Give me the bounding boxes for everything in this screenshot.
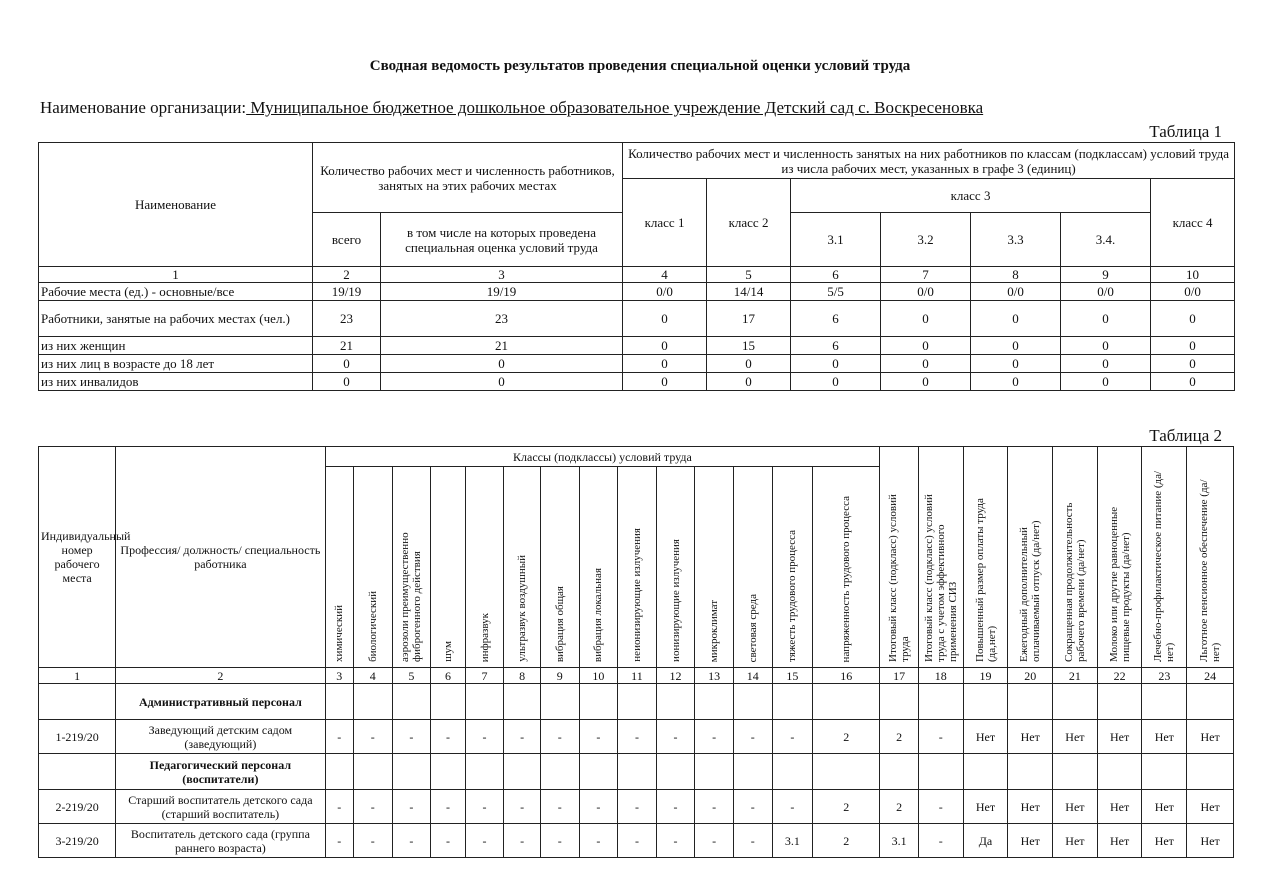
section-title: Педагогический персонал (воспитатели) (116, 754, 325, 790)
extra-header (1142, 447, 1187, 668)
factor-header-text: шум (441, 641, 454, 662)
section-empty-cell (618, 754, 657, 790)
cell-value: Нет (1097, 790, 1142, 824)
cell-value: 0 (971, 355, 1061, 373)
t2-col-number: 1 (39, 668, 116, 684)
extra-header (1008, 447, 1053, 668)
section-empty-cell (1142, 754, 1187, 790)
cell-value: - (392, 790, 431, 824)
table-row (39, 373, 1235, 391)
row-label: из них лиц в возрасте до 18 лет (39, 355, 313, 373)
cell-value: Нет (1097, 720, 1142, 754)
t1-header-class1: класс 1 (623, 179, 707, 267)
section-empty-cell (656, 684, 695, 720)
cell-value: - (540, 720, 579, 754)
cell-value: 0 (623, 301, 707, 337)
extra-header (1097, 447, 1142, 668)
cell-value: 6 (791, 337, 881, 355)
extra-header-text: Ежегодный дополнительный оплачиваемый отпуск (да/нет) (1018, 520, 1043, 662)
extra-header-text: Повышенный размер оплаты труда (да,нет) (973, 498, 998, 662)
table-row (39, 720, 1234, 754)
factor-header-text: аэрозоли преимущественно фиброгенного действия (399, 532, 424, 662)
organization-line (40, 98, 983, 118)
workplace-id: 1-219/20 (39, 720, 116, 754)
extra-header (918, 447, 963, 668)
cell-value: Нет (963, 720, 1008, 754)
cell-value: 0 (313, 373, 381, 391)
cell-value: 0/0 (1061, 283, 1151, 301)
cell-value: - (353, 720, 392, 754)
cell-value: 0 (707, 373, 791, 391)
cell-value: 0/0 (881, 283, 971, 301)
section-empty-cell (963, 754, 1008, 790)
organization-name: Муниципальное бюджетное дошкольное образовательное учреждение Детский сад с. Воскресеновка (246, 98, 984, 117)
factor-header-text: тяжесть трудового процесса (786, 530, 799, 662)
section-empty-cell (392, 754, 431, 790)
cell-value: - (504, 720, 541, 754)
cell-value: - (918, 824, 963, 858)
cell-value: Нет (963, 790, 1008, 824)
cell-value: Нет (1053, 824, 1098, 858)
cell-value: - (431, 824, 466, 858)
section-empty-cell (1008, 754, 1053, 790)
cell-value: 3.1 (772, 824, 813, 858)
extra-header-text: Лечебно-профилактическое питание (да/нет) (1152, 470, 1177, 662)
cell-value: - (695, 824, 734, 858)
section-empty-cell (733, 684, 772, 720)
t1-header-sub-3-4: 3.4. (1061, 213, 1151, 267)
cell-value: - (392, 824, 431, 858)
cell-value: - (392, 720, 431, 754)
cell-value: Нет (1142, 790, 1187, 824)
cell-value: 0 (1061, 301, 1151, 337)
section-empty-cell (1187, 684, 1234, 720)
cell-value: - (918, 790, 963, 824)
extra-header (880, 447, 919, 668)
t2-col-number: 23 (1142, 668, 1187, 684)
t2-col-number: 24 (1187, 668, 1234, 684)
cell-value: - (325, 720, 353, 754)
table-row (39, 355, 1235, 373)
cell-value: Нет (1008, 790, 1053, 824)
cell-value: Нет (1142, 824, 1187, 858)
cell-value: 0 (623, 373, 707, 391)
section-empty-cell (1187, 754, 1234, 790)
factor-header (325, 467, 353, 668)
extra-header-text: Итоговый класс (подкласс) условий труда (887, 494, 912, 662)
cell-value: 0 (971, 373, 1061, 391)
t1-header-name: Наименование (39, 143, 313, 267)
section-title: Административный персонал (116, 684, 325, 720)
section-empty-cell (39, 684, 116, 720)
factor-header-text: ионизирующие излучения (669, 539, 682, 662)
row-label: Работники, занятые на рабочих местах (чел.) (39, 301, 313, 337)
cell-value: Нет (1008, 824, 1053, 858)
cell-value: 2 (880, 790, 919, 824)
factor-header-text: световая среда (746, 593, 759, 662)
t2-header-profession: Профессия/ должность/ специальность работника (116, 447, 325, 668)
section-empty-cell (353, 754, 392, 790)
cell-value: - (465, 824, 504, 858)
cell-value: Нет (1187, 824, 1234, 858)
factor-header-text: неионизирующие излучения (630, 528, 643, 662)
section-empty-cell (1142, 684, 1187, 720)
t1-header-class2: класс 2 (707, 179, 791, 267)
section-empty-cell (656, 754, 695, 790)
t1-header-sub-3-1: 3.1 (791, 213, 881, 267)
factor-header-text: микроклимат (708, 599, 721, 662)
cell-value: - (618, 824, 657, 858)
row-label: из них инвалидов (39, 373, 313, 391)
section-empty-cell (540, 754, 579, 790)
section-empty-cell (918, 754, 963, 790)
cell-value: 2 (813, 790, 880, 824)
factor-header (579, 467, 618, 668)
t1-col-number: 2 (313, 267, 381, 283)
cell-value: Нет (1053, 790, 1098, 824)
cell-value: 0 (313, 355, 381, 373)
cell-value: - (504, 824, 541, 858)
section-empty-cell (353, 684, 392, 720)
cell-value: 0 (1061, 337, 1151, 355)
section-empty-cell (325, 684, 353, 720)
table-row (39, 301, 1235, 337)
cell-value: - (695, 720, 734, 754)
t2-col-number: 8 (504, 668, 541, 684)
cell-value: Нет (1187, 790, 1234, 824)
cell-value: 3.1 (880, 824, 919, 858)
t1-header-assessed: в том числе на которых проведена специальная оценка условий труда (381, 213, 623, 267)
cell-value: 15 (707, 337, 791, 355)
cell-value: 0 (881, 355, 971, 373)
extra-header (1187, 447, 1234, 668)
section-empty-cell (325, 754, 353, 790)
section-empty-cell (813, 684, 880, 720)
factor-header (695, 467, 734, 668)
cell-value: 0 (1061, 373, 1151, 391)
cell-value: - (733, 720, 772, 754)
cell-value: - (618, 720, 657, 754)
t2-col-number: 10 (579, 668, 618, 684)
cell-value: Нет (1142, 720, 1187, 754)
section-empty-cell (504, 754, 541, 790)
cell-value: 17 (707, 301, 791, 337)
workplace-table (38, 446, 1234, 858)
t2-col-number: 20 (1008, 668, 1053, 684)
section-empty-cell (772, 684, 813, 720)
t2-col-number: 18 (918, 668, 963, 684)
section-empty-cell (880, 684, 919, 720)
cell-value: - (540, 824, 579, 858)
summary-table (38, 142, 1235, 391)
section-empty-cell (1097, 754, 1142, 790)
section-empty-cell (465, 754, 504, 790)
t2-col-number: 9 (540, 668, 579, 684)
cell-value: 6 (791, 301, 881, 337)
table1-caption: Таблица 1 (1149, 122, 1222, 141)
cell-value: Нет (1008, 720, 1053, 754)
cell-value: - (772, 790, 813, 824)
cell-value: 0 (1151, 301, 1235, 337)
t2-header-classes-group: Классы (подклассы) условий труда (325, 447, 880, 467)
cell-value: - (504, 790, 541, 824)
t1-col-number: 10 (1151, 267, 1235, 283)
cell-value: 23 (381, 301, 623, 337)
t1-header-total: всего (313, 213, 381, 267)
cell-value: 23 (313, 301, 381, 337)
factor-header (618, 467, 657, 668)
cell-value: 0/0 (623, 283, 707, 301)
section-row (39, 684, 1234, 720)
factor-header-text: химический (333, 605, 346, 662)
section-empty-cell (579, 754, 618, 790)
factor-header (772, 467, 813, 668)
extra-header-text: Молоко или другие равноценные пищевые продукты (да/нет) (1107, 506, 1132, 662)
cell-value: - (353, 824, 392, 858)
row-label: из них женщин (39, 337, 313, 355)
factor-header (353, 467, 392, 668)
cell-value: - (695, 790, 734, 824)
section-empty-cell (695, 684, 734, 720)
t2-col-number: 15 (772, 668, 813, 684)
section-empty-cell (695, 754, 734, 790)
factor-header (733, 467, 772, 668)
section-empty-cell (579, 684, 618, 720)
cell-value: Нет (1097, 824, 1142, 858)
section-empty-cell (813, 754, 880, 790)
section-empty-cell (963, 684, 1008, 720)
factor-header (431, 467, 466, 668)
extra-header-text: Льготное пенсионное обеспечение (да/нет) (1198, 479, 1223, 662)
cell-value: 19/19 (313, 283, 381, 301)
cell-value: - (579, 824, 618, 858)
profession-name: Воспитатель детского сада (группа раннего возраста) (116, 824, 325, 858)
cell-value: 5/5 (791, 283, 881, 301)
cell-value: - (579, 720, 618, 754)
factor-header (540, 467, 579, 668)
workplace-id: 3-219/20 (39, 824, 116, 858)
factor-header (656, 467, 695, 668)
section-empty-cell (431, 754, 466, 790)
factor-header-text: ультразвук воздушный (516, 555, 529, 662)
cell-value: - (656, 720, 695, 754)
cell-value: - (656, 824, 695, 858)
cell-value: - (579, 790, 618, 824)
t1-col-number: 4 (623, 267, 707, 283)
cell-value: 0 (881, 301, 971, 337)
t2-col-number: 3 (325, 668, 353, 684)
cell-value: 0 (1151, 355, 1235, 373)
t2-col-number: 2 (116, 668, 325, 684)
t1-col-number: 1 (39, 267, 313, 283)
t2-col-number: 11 (618, 668, 657, 684)
factor-header (504, 467, 541, 668)
organization-label: Наименование организации: (40, 98, 247, 117)
cell-value: 0 (381, 355, 623, 373)
cell-value: 2 (880, 720, 919, 754)
section-empty-cell (918, 684, 963, 720)
section-empty-cell (618, 684, 657, 720)
section-empty-cell (1008, 684, 1053, 720)
t1-col-number: 5 (707, 267, 791, 283)
cell-value: Нет (1053, 720, 1098, 754)
cell-value: 14/14 (707, 283, 791, 301)
t2-col-number: 21 (1053, 668, 1098, 684)
t1-header-sub-3-3: 3.3 (971, 213, 1061, 267)
section-empty-cell (431, 684, 466, 720)
cell-value: 0 (881, 337, 971, 355)
t1-number-row (39, 267, 1235, 283)
cell-value: 0 (623, 337, 707, 355)
table-row (39, 790, 1234, 824)
table-row (39, 337, 1235, 355)
t2-col-number: 14 (733, 668, 772, 684)
cell-value: 0 (623, 355, 707, 373)
extra-header-text: Сокращенная продолжительность рабочего времени (да/нет) (1062, 502, 1087, 662)
t2-number-row (39, 668, 1234, 684)
factor-header (465, 467, 504, 668)
cell-value: - (325, 790, 353, 824)
cell-value: - (431, 720, 466, 754)
cell-value: - (772, 720, 813, 754)
section-empty-cell (504, 684, 541, 720)
cell-value: Да (963, 824, 1008, 858)
cell-value: - (431, 790, 466, 824)
t2-col-number: 13 (695, 668, 734, 684)
profession-name: Заведующий детским садом (заведующий) (116, 720, 325, 754)
t1-col-number: 6 (791, 267, 881, 283)
cell-value: 19/19 (381, 283, 623, 301)
table2-caption: Таблица 2 (1149, 426, 1222, 445)
section-empty-cell (733, 754, 772, 790)
t2-col-number: 17 (880, 668, 919, 684)
cell-value: 0 (1151, 337, 1235, 355)
t1-col-number: 9 (1061, 267, 1151, 283)
cell-value: - (656, 790, 695, 824)
section-empty-cell (1053, 684, 1098, 720)
extra-header-text: Итоговый класс (подкласс) условий труда с учетом эффективного применения СИЗ (922, 494, 959, 662)
section-empty-cell (1053, 754, 1098, 790)
factor-header (392, 467, 431, 668)
workplace-id: 2-219/20 (39, 790, 116, 824)
cell-value: 0 (1151, 373, 1235, 391)
cell-value: 0 (881, 373, 971, 391)
t2-col-number: 19 (963, 668, 1008, 684)
t2-col-number: 5 (392, 668, 431, 684)
t2-col-number: 7 (465, 668, 504, 684)
cell-value: 2 (813, 824, 880, 858)
cell-value: 0 (707, 355, 791, 373)
table-row (39, 824, 1234, 858)
section-empty-cell (465, 684, 504, 720)
t2-col-number: 4 (353, 668, 392, 684)
factor-header-text: инфразвук (478, 612, 491, 662)
cell-value: - (325, 824, 353, 858)
cell-value: 21 (381, 337, 623, 355)
cell-value: 0 (1061, 355, 1151, 373)
cell-value: - (540, 790, 579, 824)
table-row (39, 283, 1235, 301)
cell-value: 2 (813, 720, 880, 754)
section-empty-cell (772, 754, 813, 790)
cell-value: - (465, 790, 504, 824)
cell-value: - (465, 720, 504, 754)
cell-value: - (733, 824, 772, 858)
cell-value: - (353, 790, 392, 824)
section-empty-cell (540, 684, 579, 720)
section-empty-cell (880, 754, 919, 790)
cell-value: Нет (1187, 720, 1234, 754)
section-empty-cell (1097, 684, 1142, 720)
factor-header-text: вибрация локальная (592, 567, 605, 662)
t1-col-number: 7 (881, 267, 971, 283)
t1-header-class4: класс 4 (1151, 179, 1235, 267)
t1-col-number: 3 (381, 267, 623, 283)
cell-value: - (618, 790, 657, 824)
t2-col-number: 16 (813, 668, 880, 684)
t1-header-count-group: Количество рабочих мест и численность работников, занятых на этих рабочих местах (313, 143, 623, 213)
cell-value: 0 (971, 337, 1061, 355)
t2-col-number: 12 (656, 668, 695, 684)
document-title: Сводная ведомость результатов проведения специальной оценки условий труда (369, 58, 911, 74)
t2-col-number: 6 (431, 668, 466, 684)
cell-value: - (733, 790, 772, 824)
profession-name: Старший воспитатель детского сада (старший воспитатель) (116, 790, 325, 824)
cell-value: 0/0 (1151, 283, 1235, 301)
factor-header-text: вибрация общая (553, 585, 566, 662)
section-empty-cell (39, 754, 116, 790)
t2-col-number: 22 (1097, 668, 1142, 684)
cell-value: 0 (381, 373, 623, 391)
section-row (39, 754, 1234, 790)
cell-value: 0 (971, 301, 1061, 337)
t1-col-number: 8 (971, 267, 1061, 283)
cell-value: 0 (791, 373, 881, 391)
extra-header (1053, 447, 1098, 668)
row-label: Рабочие места (ед.) - основные/все (39, 283, 313, 301)
extra-header (963, 447, 1008, 668)
factor-header (813, 467, 880, 668)
t1-header-class-group: Количество рабочих мест и численность занятых на них работников по классам (подклассам) условий труда из числа рабочих мест, указанных в графе 3 (единиц) (623, 143, 1235, 179)
t1-header-sub-3-2: 3.2 (881, 213, 971, 267)
cell-value: 0 (791, 355, 881, 373)
t1-header-class3: класс 3 (791, 179, 1151, 213)
cell-value: - (918, 720, 963, 754)
cell-value: 0/0 (971, 283, 1061, 301)
section-empty-cell (392, 684, 431, 720)
t2-header-id: Индивидуальный номер рабочего места (39, 447, 116, 668)
cell-value: 21 (313, 337, 381, 355)
factor-header-text: напряженность трудового процесса (840, 495, 853, 662)
factor-header-text: биологический (366, 591, 379, 662)
